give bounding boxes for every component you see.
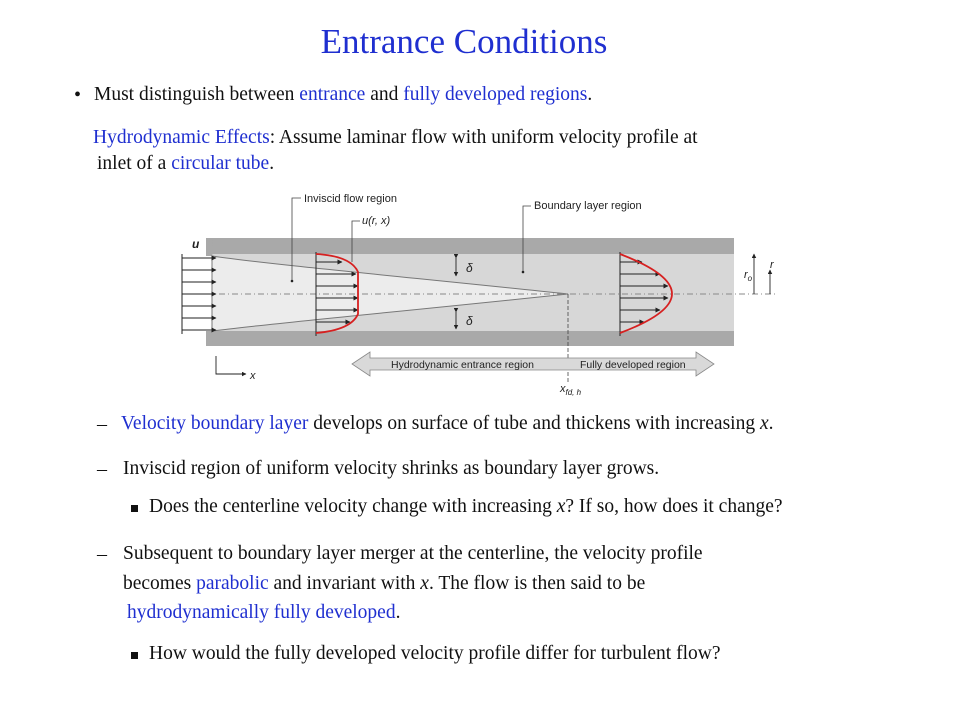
parabolic-term: parabolic: [196, 573, 269, 594]
entrance-diagram: [176, 186, 790, 400]
boundary-layer-label: Boundary layer region: [534, 200, 642, 212]
dash-marker-3: –: [97, 543, 107, 565]
fully-developed-term: fully developed regions: [403, 84, 588, 105]
bl-callout-dot: [522, 271, 525, 274]
merger-line-2: [123, 573, 645, 595]
xfd-label: $x_{fd, h}$: [560, 383, 582, 397]
q1-text-b: ? If so, how does it change?: [565, 496, 783, 517]
bullet-entrance-regions: [94, 84, 592, 106]
bullet1-text-3: and: [365, 84, 404, 105]
u-rx-label: u(r, x): [362, 215, 391, 227]
inviscid-shrinks-line: Inviscid region of uniform velocity shrinks as boundary layer grows.: [123, 458, 660, 479]
fully-developed-hydro-term: hydrodynamically fully developed: [127, 602, 396, 623]
page-title: Entrance Conditions: [320, 22, 608, 61]
inlet-velocity-arrows: [182, 254, 216, 334]
entrance-region-label: Hydrodynamic entrance region: [391, 359, 534, 371]
ro-label: $r_o$: [744, 269, 753, 283]
hydro-text-2a: inlet of a: [97, 153, 172, 174]
hydro-line-2: [97, 153, 274, 175]
hydro-label: Hydrodynamic Effects: [93, 127, 270, 148]
velocity-bl-end: .: [768, 413, 774, 434]
merger-line-1: Subsequent to boundary layer merger at the centerline, the velocity profile: [123, 543, 703, 564]
merger-x: x: [420, 573, 429, 594]
merger-text-3b: .: [395, 602, 401, 623]
circular-tube-term: circular tube: [171, 153, 270, 174]
tube-wall-top: [206, 238, 734, 254]
turbulent-question: How would the fully developed velocity profile differ for turbulent flow?: [149, 643, 721, 664]
delta-top-label: δ: [466, 261, 473, 275]
r-axis-label: r: [770, 259, 774, 271]
merger-line-3: [127, 602, 400, 624]
velocity-bl-text: develops on surface of tube and thickens with increasing: [308, 413, 760, 434]
q1-x: x: [556, 496, 566, 517]
inviscid-flow-label: Inviscid flow region: [304, 193, 397, 205]
delta-bottom-label: δ: [466, 314, 473, 328]
inviscid-callout-dot: [291, 280, 294, 283]
entrance-term: entrance: [299, 84, 366, 105]
velocity-bl-x: x: [759, 413, 769, 434]
inlet-u-label: u: [192, 237, 200, 251]
x-axis-label: x: [250, 370, 256, 382]
merger-text-2c: and invariant with: [268, 573, 421, 594]
velocity-bl-line: [121, 413, 774, 435]
square-bullet-1: [131, 505, 138, 512]
tube-wall-bottom: [206, 331, 734, 346]
hydro-text-2c: .: [269, 153, 275, 174]
dash-marker-1: –: [97, 413, 107, 435]
merger-text-2a: becomes: [123, 573, 197, 594]
hydro-text: : Assume laminar flow with uniform velocity profile at: [269, 127, 698, 148]
merger-text-2d: . The flow is then said to be: [428, 573, 646, 594]
q1-text-a: Does the centerline velocity change with increasing: [149, 496, 557, 517]
hydro-line-1: [93, 127, 698, 149]
square-bullet-2: [131, 652, 138, 659]
x-axis-arrow: [216, 356, 246, 374]
velocity-bl-term: Velocity boundary layer: [121, 413, 309, 434]
bullet-marker: •: [74, 84, 82, 106]
bullet1-text-1: Must distinguish between: [94, 84, 300, 105]
centerline-question: [149, 496, 783, 518]
bullet1-text-5: .: [587, 84, 593, 105]
fully-developed-region-label: Fully developed region: [580, 359, 686, 371]
dash-marker-2: –: [97, 458, 107, 480]
